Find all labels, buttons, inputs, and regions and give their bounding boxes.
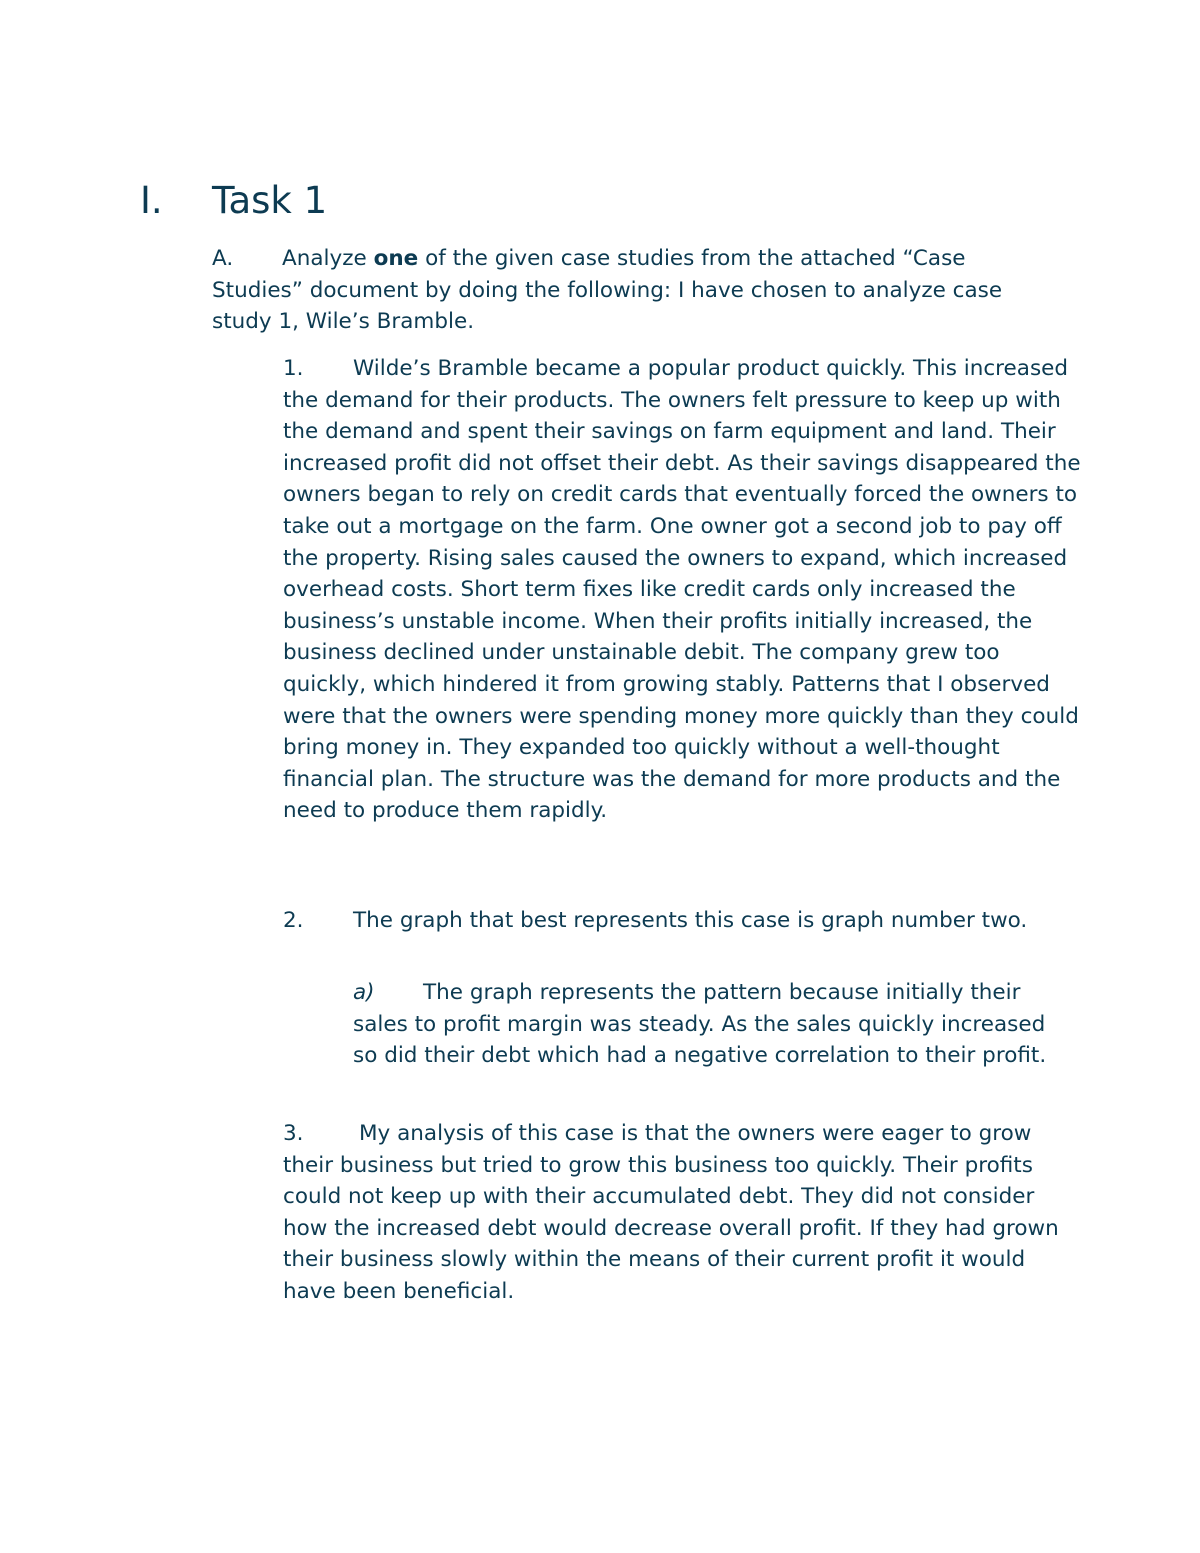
item-2a-text: The graph represents the pattern because initially their sales to profit margin was steady. As the sales quickly increased so did their debt which had a negative correlation to their profit.: [353, 980, 1047, 1069]
section-number: I.: [140, 179, 163, 222]
item-1-marker: 1.: [283, 356, 304, 381]
section-title: Task 1: [212, 179, 328, 222]
item-2-text: The graph that best represents this case is graph number two.: [353, 908, 1028, 933]
item-2a-marker: a): [353, 980, 375, 1005]
item-3-marker: 3.: [283, 1121, 304, 1146]
part-a-text-before: Analyze: [282, 246, 374, 271]
item-2-paragraph: [283, 905, 1073, 937]
item-1-text: Wilde’s Bramble became a popular product quickly. This increased the demand for their products. The owners felt pressure to keep up with the demand and spent their savings on farm equipment and land. Their increased profit did not offset their debt. As their savings disappeared the owners began to rely on credit cards that eventually forced the owners to take out a mortgage on the farm. One owner got a second job to pay off the property. Rising sales caused the owners to expand, which increased overhead costs. Short term fixes like credit cards only increased the business’s unstable income. When their profits initially increased, the business declined under unstainable debit. The company grew too quickly, which hindered it from growing stably. Patterns that I observed were that the owners were spending money more quickly than they could bring money in. They expanded too quickly without a well-thought financial plan. The structure was the demand for more products and the need to produce them rapidly.: [283, 356, 1081, 824]
item-2a-paragraph: [353, 977, 1073, 1072]
part-a-text-after: of the given case studies from the attached “Case Studies” document by doing the following: I have chosen to analyze case study 1, Wile’s Bramble.: [212, 246, 1003, 335]
part-a-marker: A.: [212, 246, 234, 271]
item-3-paragraph: [283, 1118, 1083, 1308]
item-2-marker: 2.: [283, 908, 304, 933]
item-1-paragraph: [283, 353, 1083, 827]
part-a-paragraph: [212, 243, 1042, 338]
item-3-text: My analysis of this case is that the owners were eager to grow their business but tried to grow this business too quickly. Their profits could not keep up with their accumulated debt. They did not consider how the increased debt would decrease overall profit. If they had grown their business slowly within the means of their current profit it would have been beneficial.: [283, 1121, 1059, 1304]
part-a-bold-word: one: [373, 246, 419, 271]
